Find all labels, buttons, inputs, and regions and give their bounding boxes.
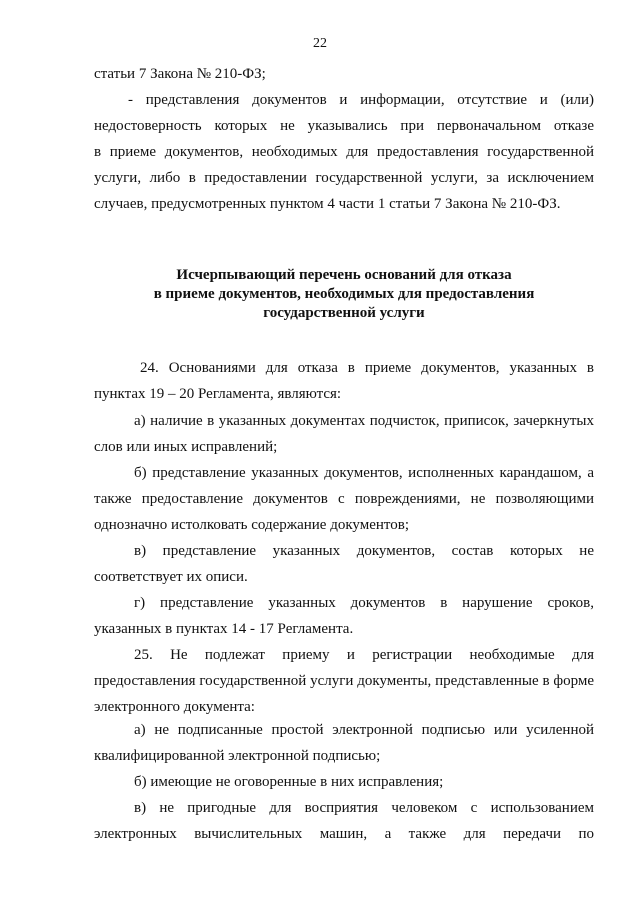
text-line: недостоверность которых не указывались при первоначальном отказе [94,118,594,134]
text-line: электронных вычислительных машин, а также для передачи по [94,826,594,842]
text-line: однозначно истолковать содержание документов; [94,517,410,533]
paragraph-24-v [94,538,594,590]
continuation-paragraph [94,61,594,87]
text-line: а) не подписанные простой электронной подписью или усиленной [134,722,594,738]
paragraph-25-v [94,795,594,847]
text-line: а) наличие в указанных документах подчисток, приписок, зачеркнутых [134,413,594,429]
text-line: квалифицированной электронной подписью; [94,748,381,764]
paragraph-24-g [94,590,594,642]
text-line: 24. Основаниями для отказа в приеме документов, указанных в [140,360,594,376]
text-line: в) не пригодные для восприятия человеком с использованием [134,800,594,816]
page-number: 22 [313,36,327,51]
text-line: 25. Не подлежат приему и регистрации необходимые для [134,647,594,663]
section-heading [94,266,594,323]
text-line: пунктах 19 – 20 Регламента, являются: [94,386,342,402]
paragraph-25-b [94,769,594,795]
text-line: б) имеющие не оговоренные в них исправления; [134,774,444,790]
text-line: услуги, либо в предоставлении государственной услуги, за исключением [94,170,594,186]
paragraph-24 [94,355,594,407]
text-line: - представления документов и информации, отсутствие и (или) [128,92,594,108]
heading-line: в приеме документов, необходимых для предоставления [153,286,535,302]
paragraph-25 [94,642,594,720]
heading-line: государственной услуги [263,305,425,321]
paragraph-24-a [94,408,594,460]
text-line: электронного документа: [94,699,255,715]
text-line: соответствует их описи. [94,569,248,585]
bullet-paragraph [94,87,594,217]
paragraph-25-a [94,717,594,769]
paragraph-24-b [94,460,594,538]
text-line: также предоставление документов с повреждениями, не позволяющими [94,491,594,507]
text-line: указанных в пунктах 14 - 17 Регламента. [94,621,354,637]
text-line: случаев, предусмотренных пунктом 4 части 1 статьи 7 Закона № 210-ФЗ. [94,196,561,212]
text-line: г) представление указанных документов в нарушение сроков, [134,595,594,611]
text-line: слов или иных исправлений; [94,439,278,455]
text-line: предоставления государственной услуги документы, представленные в форме [94,673,594,689]
heading-line: Исчерпывающий перечень оснований для отказа [176,267,512,283]
text-line: статьи 7 Закона № 210-ФЗ; [94,66,266,82]
text-line: в приеме документов, необходимых для предоставления государственной [94,144,594,160]
text-line: в) представление указанных документов, состав которых не [134,543,594,559]
text-line: б) представление указанных документов, исполненных карандашом, а [134,465,594,481]
